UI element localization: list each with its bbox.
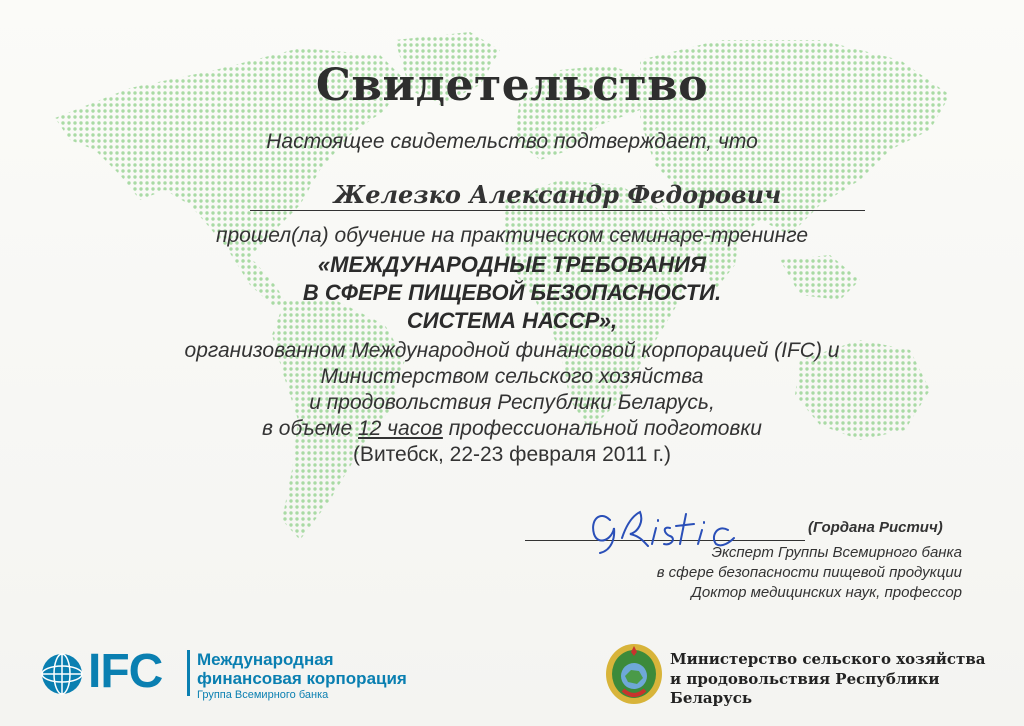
ifc-logo-word: IFC [88, 645, 163, 698]
volume-line [0, 417, 1024, 441]
volume-prefix: в объеме [261, 417, 353, 440]
signatory-role-1: Эксперт Группы Всемирного банка [711, 544, 962, 561]
recipient-name: Железко Александр Федорович [250, 180, 865, 211]
ifc-name-line-2: финансовая корпорация [197, 669, 407, 688]
hours-value: 12 часов [357, 417, 443, 440]
ministry-name-line-1: Министерство сельского хозяйства [670, 650, 986, 668]
belarus-emblem-icon [603, 640, 665, 706]
ifc-globe-icon [40, 652, 84, 696]
course-title-line-2: В СФЕРЕ ПИЩЕВОЙ БЕЗОПАСНОСТИ. [302, 280, 722, 305]
course-title-line-1: «МЕЖДУНАРОДНЫЕ ТРЕБОВАНИЯ [317, 252, 707, 277]
organizer-line-2: Министерством сельского хозяйства [320, 365, 704, 388]
ministry-name-line-2: и продовольствия Республики Беларусь [670, 670, 940, 707]
volume-suffix: профессиональной подготовки [448, 417, 762, 440]
certificate-title: Свидетельство [315, 60, 709, 111]
ifc-name-line-1: Международная [197, 650, 334, 669]
completed-text: прошел(ла) обучение на практическом семинаре-тренинге [215, 224, 809, 247]
organizer-line-1: организованном Международной финансовой корпорацией (IFC) и [184, 339, 840, 362]
signatory-name: (Гордана Ристич) [808, 519, 943, 536]
place-date: (Витебск, 22-23 февраля 2011 г.) [352, 443, 672, 466]
ifc-group-text: Группа Всемирного банка [197, 689, 329, 701]
signatory-role-2: в сфере безопасности пищевой продукции [656, 564, 962, 581]
organizer-line-3: и продовольствия Республики Беларусь, [309, 391, 715, 414]
ifc-logo-divider [187, 650, 190, 696]
course-title-line-3: СИСТЕМА НАССР», [406, 308, 618, 333]
intro-text: Настоящее свидетельство подтверждает, что [266, 130, 758, 153]
signatory-role-3: Доктор медицинских наук, профессор [691, 584, 962, 601]
